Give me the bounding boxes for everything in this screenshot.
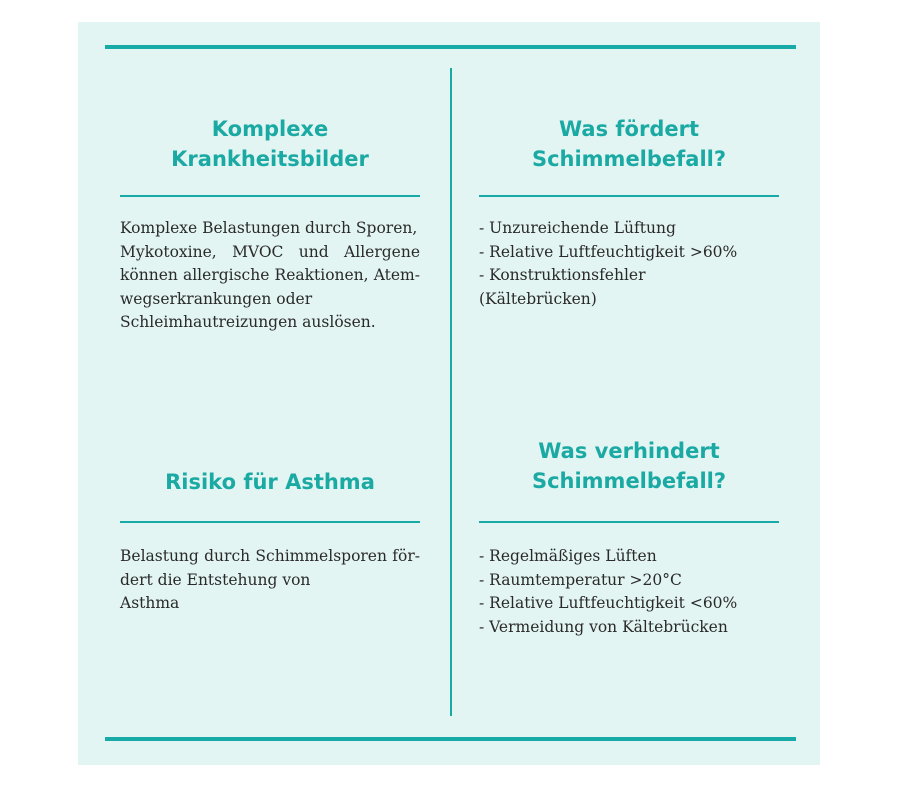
heading-line: Krankheitsbilder [171,147,369,171]
text-line: können allergische Reaktionen, Atem- [120,266,420,284]
list-mold-prevention [479,545,779,639]
heading-asthma-risk [120,467,420,497]
heading-line: Risiko für Asthma [165,470,375,494]
bottom-divider [105,737,796,741]
heading-line: Schimmelbefall? [531,147,727,171]
list-item: - Vermeidung von Kältebrücken [479,617,728,636]
text-line: Mykotoxine, MVOC und Allergene [120,242,420,261]
list-item: - Relative Luftfeuchtigkeit <60% [479,594,738,612]
list-item: - Regelmäßiges Lüften [479,547,657,565]
heading-complex-illnesses [120,114,420,174]
text-line: Asthma [120,594,180,612]
list-item: - Raumtemperatur >20°C [479,570,682,589]
section-divider [120,521,420,523]
section-divider [479,521,779,523]
text-line: Komplexe Belastungen durch Sporen, [120,219,418,237]
list-item: - Unzureichende Lüftung [479,219,676,237]
heading-line: Komplexe [211,117,329,141]
text-line: dert die Entstehung von [120,570,311,589]
heading-line: Was fördert [559,117,699,141]
heading-line: Schimmelbefall? [531,469,727,493]
section-divider [479,195,779,197]
heading-line: Was verhindert [538,439,720,463]
list-item: (Kältebrücken) [479,289,597,308]
list-mold-causes [479,217,779,311]
list-item: - Konstruktionsfehler [479,266,646,284]
top-divider [105,45,796,49]
text-line: Belastung durch Schimmelsporen för- [120,547,420,565]
text-complex-illnesses [120,217,420,335]
heading-what-prevents-mold [479,436,779,496]
section-divider [120,195,420,197]
text-asthma-risk [120,545,420,616]
center-divider [450,68,452,716]
list-item: - Relative Luftfeuchtigkeit >60% [479,242,738,261]
text-line: Schleimhautreizungen auslösen. [120,313,376,331]
heading-what-promotes-mold [479,114,779,174]
text-line: wegserkrankungen oder [120,289,313,308]
